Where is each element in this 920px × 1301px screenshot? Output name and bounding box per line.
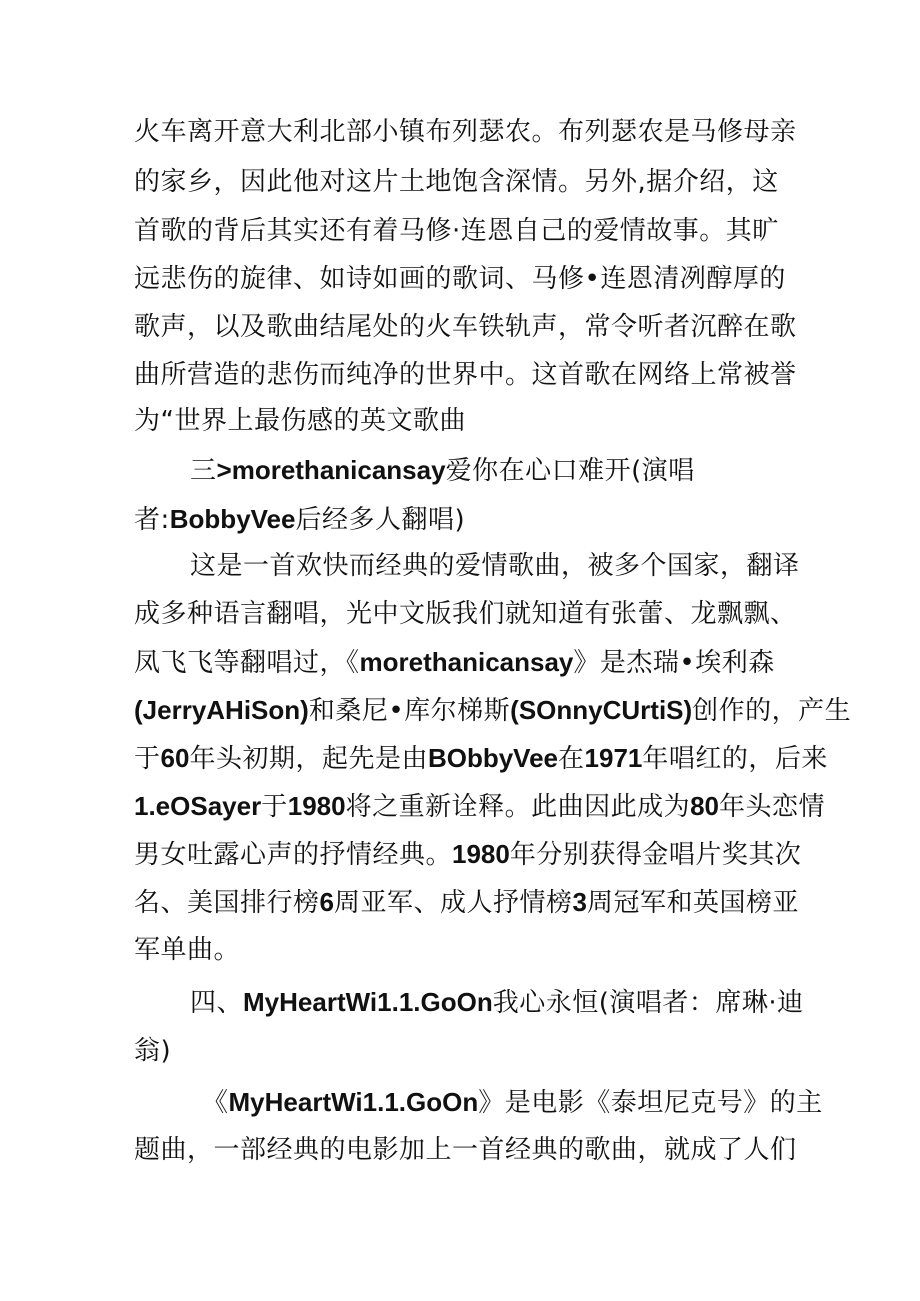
- singer-name: BobbyVee: [169, 504, 296, 534]
- singer-name: 1.eOSayer: [134, 791, 262, 821]
- section-heading-4-cont: 翁): [134, 1036, 172, 1066]
- song-title: morethanicansay: [359, 647, 574, 677]
- paragraph-line: 远悲伤的旋律、如诗如画的歌词、马修•连恩清冽醇厚的: [134, 264, 786, 294]
- text-run: 创作的，产生: [692, 696, 852, 726]
- section-heading-4: [190, 981, 804, 1023]
- heading-text: 爱你在心口难开(演唱: [445, 456, 695, 486]
- text-run: 周冠军和英国榜亚: [586, 888, 799, 918]
- heading-text: 后经多人翻唱): [295, 505, 466, 535]
- paragraph-line: 歌声，以及歌曲结尾处的火车铁轨声，常令听者沉醉在歌: [134, 312, 797, 342]
- text-run: 男女吐露心声的抒情经典。: [134, 840, 453, 870]
- singer-name: BObbyVee: [427, 743, 559, 773]
- paragraph-line: [134, 881, 799, 923]
- paragraph-line: [134, 785, 826, 827]
- heading-prefix: 三: [190, 456, 217, 486]
- paragraph-line: [202, 1081, 823, 1123]
- paragraph-line: 题曲，一部经典的电影加上一首经典的歌曲，就成了人们: [134, 1135, 797, 1165]
- paragraph-line: 为“世界上最伤感的英文歌曲: [134, 406, 466, 436]
- paragraph-line: [134, 833, 802, 875]
- text-run: 周亚军、成人抒情榜: [333, 888, 573, 918]
- heading-text: 我心永恒(演唱者：席琳·迪: [492, 988, 804, 1018]
- text-run: 在: [558, 744, 585, 774]
- person-name: (SOnnyCUrtiS): [510, 695, 693, 725]
- paragraph-line: 成多种语言翻唱，光中文版我们就知道有张蕾、龙飘飘、: [134, 599, 797, 629]
- text-run: 于: [134, 744, 161, 774]
- text-run: 年头初期，起先是由: [189, 744, 428, 774]
- song-title: >morethanicansay: [216, 455, 446, 485]
- text-run: 和桑尼•库尔梯斯: [308, 696, 511, 726]
- text-run: 名、美国排行榜: [134, 888, 320, 918]
- text-run: 将之重新诠释。此曲因此成为: [345, 792, 691, 822]
- text-run: 》是杰瑞•埃利森: [573, 648, 775, 678]
- year: 1980: [287, 791, 346, 821]
- song-title: MyHeartWi1.1.GoOn: [243, 987, 493, 1017]
- text-run: 《: [202, 1088, 229, 1118]
- text-run: 》是电影《泰坦尼克号》的主: [478, 1088, 823, 1118]
- paragraph-line: [134, 689, 852, 731]
- person-name: (JerryAHiSon): [134, 695, 309, 725]
- paragraph-line: 火车离开意大利北部小镇布列瑟农。布列瑟农是马修母亲: [134, 117, 797, 147]
- paragraph-line: [134, 641, 794, 683]
- number: 3: [572, 887, 587, 917]
- section-heading-3-cont: [134, 498, 794, 540]
- song-title: MyHeartWi1.1.GoOn: [228, 1087, 479, 1117]
- paragraph-line: [134, 737, 828, 779]
- paragraph-line: 军单曲。: [134, 935, 241, 965]
- paragraph-line: 曲所营造的悲伤而纯净的世界中。这首歌在网络上常被誉: [134, 360, 797, 390]
- section-heading-3: [190, 449, 794, 491]
- paragraph-line: 首歌的背后其实还有着马修·连恩自己的爱情故事。其旷: [134, 216, 779, 246]
- text-run: 凤飞飞等翻唱过，《: [134, 648, 360, 678]
- number: 60: [160, 743, 190, 773]
- text-run: 于: [261, 792, 288, 822]
- text-run: 年头恋情: [719, 792, 826, 822]
- text-run: 年分别获得金唱片奖其次: [509, 840, 802, 870]
- number: 80: [690, 791, 720, 821]
- heading-prefix: 者:: [134, 505, 170, 535]
- paragraph-line: 的家乡，因此他对这片土地饱含深情。另外,据介绍，这: [134, 167, 779, 197]
- year: 1971: [584, 743, 643, 773]
- year: 1980: [452, 839, 510, 869]
- paragraph-line: 这是一首欢快而经典的爱情歌曲，被多个国家，翻译: [190, 551, 800, 581]
- text-run: 年唱红的，后来: [642, 744, 828, 774]
- heading-prefix: 四、: [190, 988, 244, 1018]
- number: 6: [319, 887, 334, 917]
